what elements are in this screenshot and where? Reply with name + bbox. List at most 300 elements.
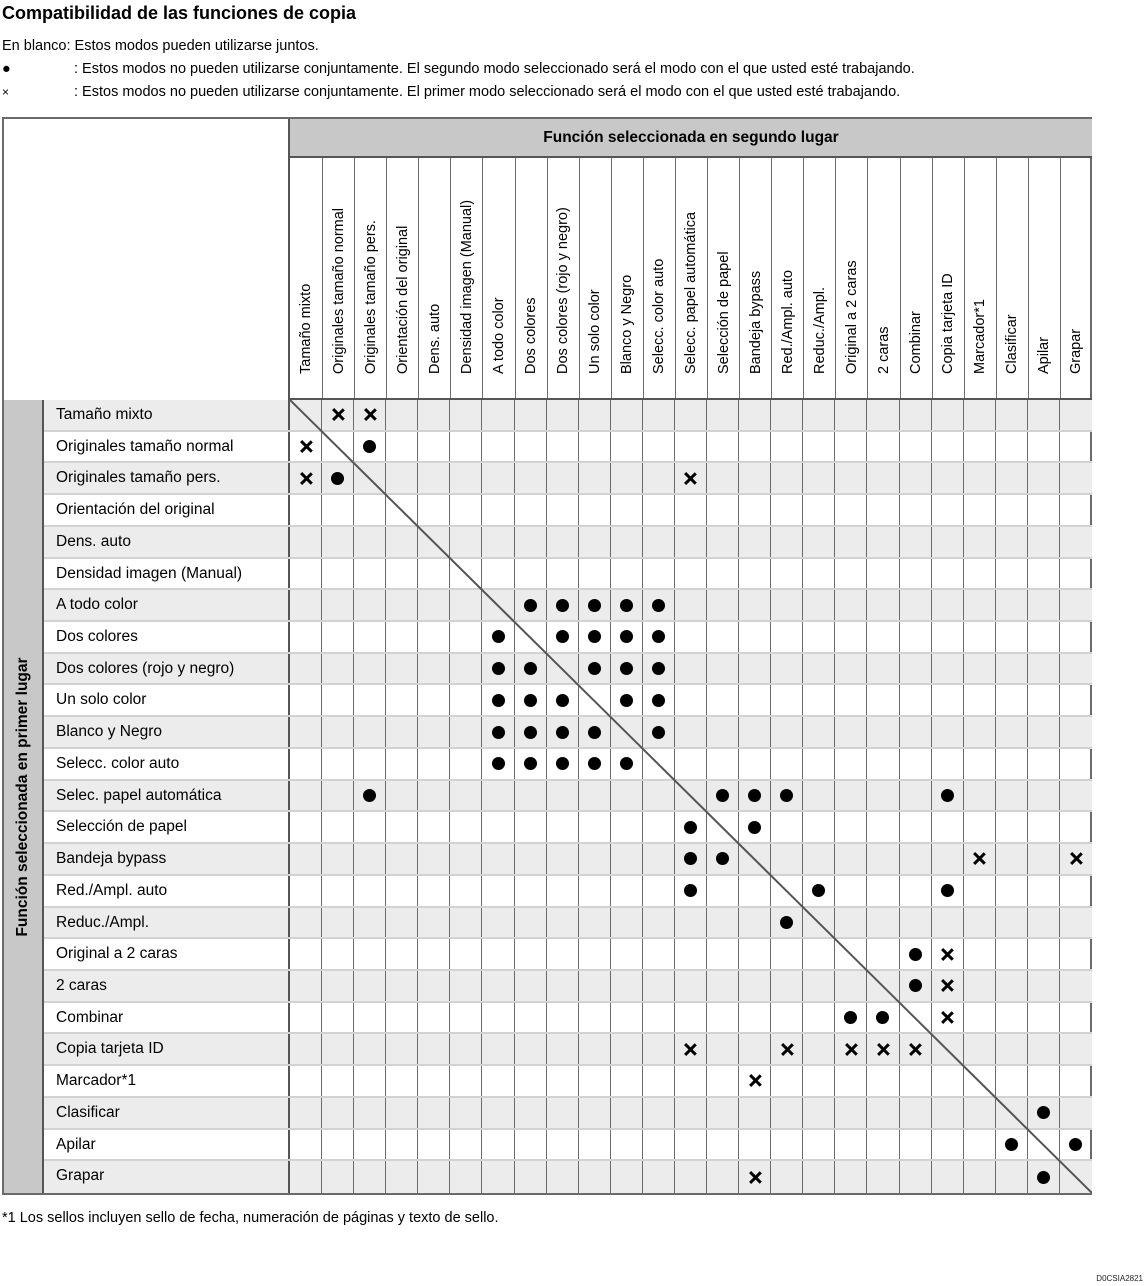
table-cell — [322, 1161, 354, 1193]
table-cell — [1028, 685, 1060, 715]
table-cell — [835, 939, 867, 969]
column-header — [643, 158, 675, 398]
row-label: Dos colores — [44, 622, 290, 652]
table-cell — [771, 432, 803, 462]
table-cell — [386, 876, 418, 906]
table-cell — [515, 1098, 547, 1128]
table-cell — [932, 1161, 964, 1193]
table-row — [44, 495, 1092, 527]
table-cell — [739, 939, 771, 969]
dot-icon — [556, 694, 569, 707]
dot-icon — [684, 852, 697, 865]
table-cell — [354, 559, 386, 589]
table-cell — [418, 1066, 450, 1096]
table-cell — [996, 908, 1028, 938]
table-cell — [867, 1161, 899, 1193]
table-cell — [482, 685, 514, 715]
table-cell — [450, 1003, 482, 1033]
table-row — [44, 590, 1092, 622]
table-cell — [418, 717, 450, 747]
row-label: Grapar — [44, 1161, 290, 1193]
table-cell — [611, 1066, 643, 1096]
table-cell — [835, 495, 867, 525]
table-cell — [739, 1003, 771, 1033]
table-cell — [739, 622, 771, 652]
table-cell — [418, 654, 450, 684]
table-cell — [290, 812, 322, 842]
table-cell — [354, 939, 386, 969]
table-cell — [386, 1066, 418, 1096]
table-cell — [611, 876, 643, 906]
table-cell — [900, 749, 932, 779]
table-cell — [418, 432, 450, 462]
dot-icon — [492, 630, 505, 643]
table-cell — [1028, 527, 1060, 557]
table-cell — [996, 1003, 1028, 1033]
table-cell — [450, 971, 482, 1001]
table-cell — [418, 622, 450, 652]
table-cell — [450, 1161, 482, 1193]
cross-icon — [299, 472, 312, 485]
table-cell — [803, 527, 835, 557]
table-cell — [386, 908, 418, 938]
table-cell — [1028, 1066, 1060, 1096]
table-cell — [707, 432, 739, 462]
table-cell — [611, 749, 643, 779]
table-cell — [418, 463, 450, 493]
table-cell — [322, 654, 354, 684]
row-label: Originales tamaño pers. — [44, 463, 290, 493]
table-cell — [547, 559, 579, 589]
table-cell — [482, 1098, 514, 1128]
table-cell — [450, 400, 482, 430]
table-cell — [771, 527, 803, 557]
table-cell — [996, 654, 1028, 684]
table-cell — [964, 654, 996, 684]
dot-icon — [716, 852, 729, 865]
table-cell — [1060, 781, 1092, 811]
table-cell — [354, 844, 386, 874]
table-cell — [996, 1098, 1028, 1128]
table-cell — [996, 971, 1028, 1001]
column-header — [932, 158, 964, 398]
table-cell — [1028, 812, 1060, 842]
dot-icon — [909, 948, 922, 961]
table-cell — [450, 527, 482, 557]
table-cell — [932, 400, 964, 430]
table-row — [44, 527, 1092, 559]
cross-icon — [748, 1074, 761, 1087]
table-cell — [1028, 908, 1060, 938]
table-cell — [675, 622, 707, 652]
table-cell — [996, 685, 1028, 715]
table-cell — [835, 400, 867, 430]
table-cell — [290, 559, 322, 589]
table-cell — [675, 432, 707, 462]
table-cell — [482, 781, 514, 811]
table-cell — [386, 1098, 418, 1128]
table-cell — [675, 876, 707, 906]
table-cell — [675, 654, 707, 684]
table-cell — [867, 749, 899, 779]
table-cell — [354, 685, 386, 715]
table-cell — [386, 590, 418, 620]
table-cell — [450, 1034, 482, 1064]
table-cell — [707, 685, 739, 715]
table-cell — [996, 717, 1028, 747]
table-cell — [515, 812, 547, 842]
table-cell — [1060, 685, 1092, 715]
table-cell — [450, 432, 482, 462]
table-cell — [515, 622, 547, 652]
table-cell — [322, 844, 354, 874]
table-cell — [611, 495, 643, 525]
table-cell — [835, 1003, 867, 1033]
table-cell — [932, 527, 964, 557]
table-cell — [579, 939, 611, 969]
column-header — [964, 158, 996, 398]
table-cell — [771, 1034, 803, 1064]
table-cell — [932, 876, 964, 906]
table-cell — [1060, 971, 1092, 1001]
table-cell — [547, 590, 579, 620]
table-cell — [964, 749, 996, 779]
table-cell — [643, 527, 675, 557]
legend-dot — [2, 60, 915, 78]
table-cell — [707, 908, 739, 938]
table-cell — [450, 685, 482, 715]
table-cell — [611, 971, 643, 1001]
table-cell — [1028, 463, 1060, 493]
cross-icon — [1069, 852, 1082, 865]
table-cell — [322, 432, 354, 462]
table-cell — [867, 717, 899, 747]
table-cell — [771, 844, 803, 874]
table-cell — [867, 495, 899, 525]
table-cell — [547, 781, 579, 811]
table-cell — [867, 876, 899, 906]
table-cell — [771, 781, 803, 811]
table-cell — [803, 463, 835, 493]
column-header-label: Un solo color — [587, 289, 604, 374]
table-cell — [643, 908, 675, 938]
table-cell — [835, 463, 867, 493]
table-cell — [354, 908, 386, 938]
table-cell — [1060, 432, 1092, 462]
dot-icon — [1069, 1138, 1082, 1151]
table-cell — [707, 717, 739, 747]
table-cell — [707, 1130, 739, 1160]
table-cell — [900, 654, 932, 684]
column-header-label: 2 caras — [875, 326, 892, 374]
column-header-label: Selecc. papel automática — [683, 211, 700, 374]
dot-icon — [620, 694, 633, 707]
table-cell — [675, 559, 707, 589]
table-cell — [418, 1098, 450, 1128]
dot-icon — [588, 662, 601, 675]
table-cell — [1060, 939, 1092, 969]
table-cell — [354, 1066, 386, 1096]
dot-icon — [492, 662, 505, 675]
table-cell — [450, 463, 482, 493]
table-cell — [1060, 527, 1092, 557]
table-cell — [835, 1161, 867, 1193]
table-cell — [482, 749, 514, 779]
table-cell — [771, 559, 803, 589]
table-cell — [1028, 749, 1060, 779]
table-cell — [450, 495, 482, 525]
table-cell — [675, 495, 707, 525]
table-cell — [771, 495, 803, 525]
row-group-label: Función seleccionada en primer lugar — [14, 656, 31, 937]
table-cell — [900, 717, 932, 747]
table-cell — [900, 432, 932, 462]
table-cell — [611, 844, 643, 874]
legend-dot-text: : Estos modos no pueden utilizarse conjuntamente. El segundo modo seleccionado será el modo con el que usted esté trabajando. — [74, 61, 915, 77]
dot-icon — [524, 599, 537, 612]
table-cell — [386, 622, 418, 652]
table-cell — [643, 939, 675, 969]
table-cell — [515, 432, 547, 462]
footnote: *1 Los sellos incluyen sello de fecha, numeración de páginas y texto de sello. — [2, 1210, 499, 1226]
table-cell — [322, 812, 354, 842]
table-cell — [1028, 1034, 1060, 1064]
table-cell — [707, 463, 739, 493]
table-cell — [964, 400, 996, 430]
column-header — [996, 158, 1028, 398]
table-cell — [290, 590, 322, 620]
table-row — [44, 559, 1092, 591]
table-cell — [932, 939, 964, 969]
table-row — [44, 812, 1092, 844]
table-cell — [418, 781, 450, 811]
column-header-label: Dos colores — [523, 297, 540, 374]
table-cell — [322, 908, 354, 938]
table-cell — [450, 559, 482, 589]
row-label: Selec. papel automática — [44, 781, 290, 811]
table-cell — [1028, 495, 1060, 525]
table-cell — [354, 495, 386, 525]
dot-icon — [524, 694, 537, 707]
table-cell — [515, 1161, 547, 1193]
table-cell — [996, 432, 1028, 462]
table-cell — [803, 400, 835, 430]
dot-icon — [331, 472, 344, 485]
cross-icon — [844, 1043, 857, 1056]
table-cell — [611, 622, 643, 652]
table-cell — [547, 1003, 579, 1033]
table-cell — [803, 812, 835, 842]
table-cell — [867, 781, 899, 811]
table-cell — [707, 654, 739, 684]
table-cell — [932, 463, 964, 493]
table-cell — [739, 527, 771, 557]
table-row — [44, 400, 1092, 432]
table-cell — [1060, 908, 1092, 938]
table-cell — [996, 590, 1028, 620]
table-cell — [290, 908, 322, 938]
column-header-label: Originales tamaño pers. — [362, 220, 379, 374]
table-cell — [675, 463, 707, 493]
column-header — [835, 158, 867, 398]
dot-icon — [716, 789, 729, 802]
table-cell — [547, 939, 579, 969]
table-cell — [739, 432, 771, 462]
table-cell — [739, 1161, 771, 1193]
table-cell — [643, 1098, 675, 1128]
table-cell — [964, 876, 996, 906]
table-cell — [290, 400, 322, 430]
table-cell — [675, 812, 707, 842]
table-cell — [739, 400, 771, 430]
table-cell — [1028, 939, 1060, 969]
table-cell — [643, 685, 675, 715]
table-cell — [418, 844, 450, 874]
column-header-label: Tamaño mixto — [298, 283, 315, 374]
table-row — [44, 654, 1092, 686]
table-cell — [643, 495, 675, 525]
table-cell — [964, 812, 996, 842]
table-cell — [707, 749, 739, 779]
table-cell — [803, 781, 835, 811]
table-cell — [675, 1098, 707, 1128]
table-cell — [322, 781, 354, 811]
table-cell — [322, 559, 354, 589]
cross-icon — [941, 948, 954, 961]
table-cell — [771, 654, 803, 684]
table-cell — [996, 1066, 1028, 1096]
table-cell — [515, 939, 547, 969]
table-cell — [900, 1130, 932, 1160]
column-header — [900, 158, 932, 398]
table-row — [44, 1066, 1092, 1098]
column-header — [515, 158, 547, 398]
table-cell — [900, 495, 932, 525]
table-cell — [1060, 717, 1092, 747]
legend-blank-text: : Estos modos pueden utilizarse juntos. — [66, 38, 319, 54]
table-cell — [867, 463, 899, 493]
table-cell — [900, 939, 932, 969]
table-cell — [707, 590, 739, 620]
table-cell — [547, 876, 579, 906]
compatibility-table — [2, 117, 1092, 1195]
table-cell — [771, 812, 803, 842]
table-cell — [996, 844, 1028, 874]
table-cell — [290, 939, 322, 969]
table-cell — [739, 749, 771, 779]
cross-icon: × — [2, 85, 10, 99]
table-cell — [386, 463, 418, 493]
table-cell — [835, 717, 867, 747]
table-cell — [290, 654, 322, 684]
table-cell — [386, 559, 418, 589]
table-cell — [515, 749, 547, 779]
table-cell — [771, 1098, 803, 1128]
row-label: Originales tamaño normal — [44, 432, 290, 462]
table-cell — [739, 781, 771, 811]
table-cell — [643, 971, 675, 1001]
table-cell — [515, 590, 547, 620]
table-row — [44, 1098, 1092, 1130]
row-label: A todo color — [44, 590, 290, 620]
table-cell — [803, 432, 835, 462]
table-cell — [739, 1130, 771, 1160]
dot-icon — [652, 726, 665, 739]
table-cell — [739, 685, 771, 715]
dot-icon — [844, 1011, 857, 1024]
table-cell — [900, 685, 932, 715]
column-header-label: A todo color — [491, 297, 507, 374]
dot-icon — [748, 821, 761, 834]
table-cell — [1060, 495, 1092, 525]
table-cell — [579, 1034, 611, 1064]
table-cell — [996, 1161, 1028, 1193]
table-cell — [675, 685, 707, 715]
table-row — [44, 1130, 1092, 1162]
image-code: D0CSIA2821 — [1096, 1274, 1143, 1283]
row-label: Original a 2 caras — [44, 939, 290, 969]
table-cell — [290, 463, 322, 493]
table-cell — [707, 1034, 739, 1064]
dot-icon — [556, 757, 569, 770]
table-cell — [290, 527, 322, 557]
table-cell — [386, 812, 418, 842]
column-header-label: Dens. auto — [426, 303, 443, 374]
table-cell — [932, 590, 964, 620]
table-cell — [515, 400, 547, 430]
dot-icon — [812, 884, 825, 897]
table-cell — [322, 400, 354, 430]
table-cell — [900, 971, 932, 1001]
table-cell — [771, 971, 803, 1001]
table-cell — [803, 749, 835, 779]
table-cell — [386, 1003, 418, 1033]
table-cell — [515, 527, 547, 557]
table-cell — [803, 559, 835, 589]
table-cell — [771, 622, 803, 652]
table-cell — [547, 908, 579, 938]
table-cell — [964, 717, 996, 747]
table-cell — [354, 1034, 386, 1064]
table-cell — [1060, 876, 1092, 906]
table-cell — [803, 1034, 835, 1064]
column-header — [707, 158, 739, 398]
table-cell — [835, 654, 867, 684]
table-cell — [932, 685, 964, 715]
dot-icon — [620, 599, 633, 612]
table-cell — [322, 1066, 354, 1096]
table-cell — [675, 717, 707, 747]
table-cell — [450, 590, 482, 620]
dot-icon — [588, 757, 601, 770]
dot-icon — [588, 630, 601, 643]
table-cell — [418, 495, 450, 525]
column-header — [290, 158, 322, 398]
table-cell — [1060, 400, 1092, 430]
table-cell — [386, 1130, 418, 1160]
table-cell — [867, 1003, 899, 1033]
table-cell — [418, 876, 450, 906]
table-cell — [739, 1098, 771, 1128]
table-cell — [964, 590, 996, 620]
table-cell — [964, 622, 996, 652]
table-cell — [964, 685, 996, 715]
table-cell — [900, 527, 932, 557]
table-cell — [482, 1003, 514, 1033]
table-cell — [290, 1130, 322, 1160]
dot-icon — [556, 630, 569, 643]
table-cell — [835, 685, 867, 715]
